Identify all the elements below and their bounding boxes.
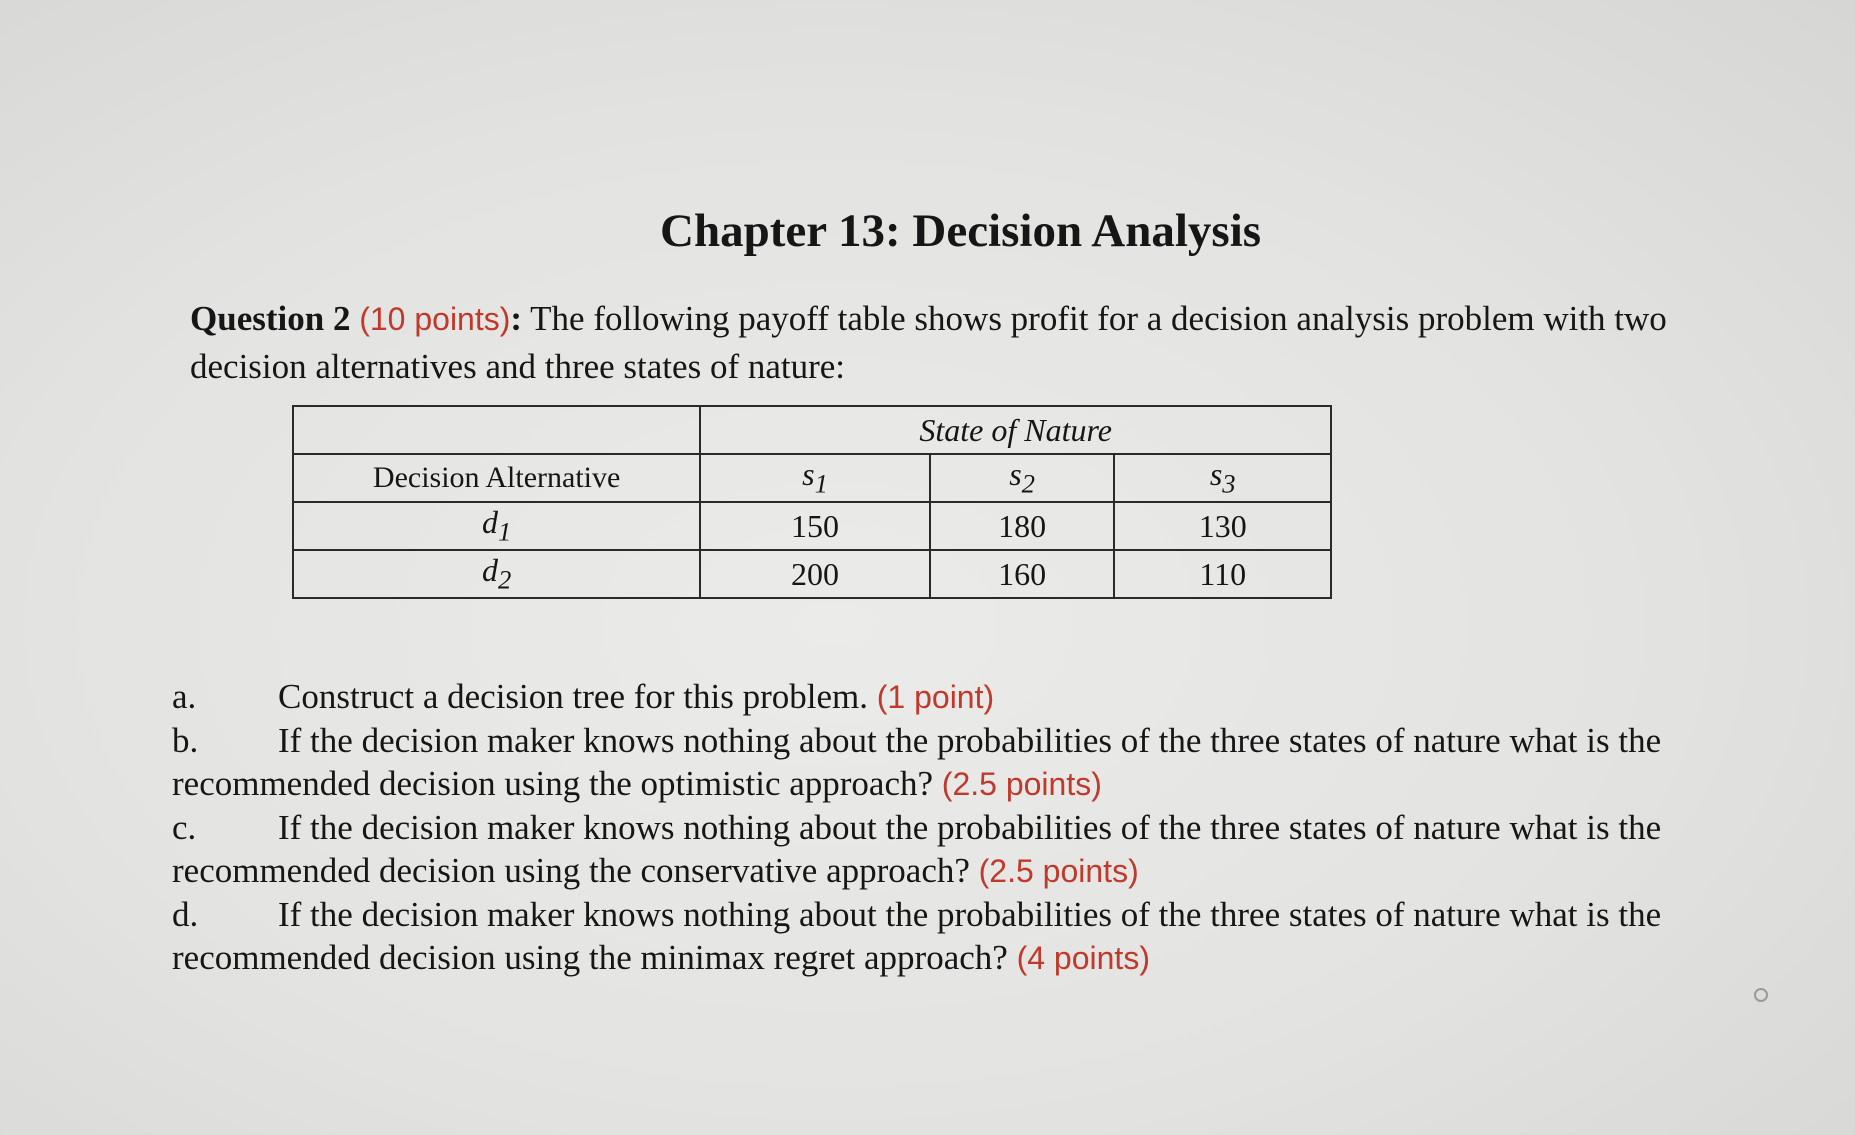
part-points: (2.5 points) bbox=[978, 853, 1139, 889]
payoff-cell: 200 bbox=[700, 550, 930, 598]
chapter-title: Chapter 13: Decision Analysis bbox=[660, 205, 1262, 257]
table-header-row bbox=[293, 406, 1331, 454]
part-letter: d. bbox=[172, 895, 199, 934]
decision-d1: $d_1$ bbox=[293, 502, 700, 550]
part-points: (2.5 points) bbox=[941, 766, 1102, 802]
state-s1: $s_1$ bbox=[700, 454, 930, 502]
payoff-cell: 150 bbox=[700, 502, 930, 550]
question-points: (10 points) bbox=[359, 301, 511, 337]
table-row bbox=[293, 550, 1331, 598]
table-states-row bbox=[293, 454, 1331, 502]
payoff-cell: 160 bbox=[930, 550, 1115, 598]
part-points: (1 point) bbox=[876, 679, 995, 715]
question-colon: : bbox=[510, 299, 523, 338]
part-text: Construct a decision tree for this problem. bbox=[278, 677, 868, 716]
part-d bbox=[172, 893, 1732, 980]
state-s3: $s_3$ bbox=[1114, 454, 1331, 502]
part-text: If the decision maker knows nothing about the probabilities of the three states of nature what is the recommended decision using the minimax regret approach? bbox=[172, 895, 1662, 977]
state-of-nature-header: State of Nature bbox=[700, 406, 1331, 454]
table-row bbox=[293, 502, 1331, 550]
part-letter: a. bbox=[172, 677, 197, 716]
payoff-cell: 180 bbox=[930, 502, 1115, 550]
question-text: The following payoff table shows profit for a decision analysis problem with two decision alternatives and three states of nature: bbox=[190, 299, 1667, 386]
part-b bbox=[172, 719, 1732, 806]
table-corner-cell bbox=[293, 406, 700, 454]
decision-d2: $d_2$ bbox=[293, 550, 700, 598]
part-text: If the decision maker knows nothing about the probabilities of the three states of nature what is the recommended decision using the conservative approach? bbox=[172, 808, 1662, 890]
payoff-cell: 110 bbox=[1114, 550, 1331, 598]
paper-mark-circle bbox=[1754, 988, 1768, 1002]
question-intro bbox=[190, 295, 1750, 391]
payoff-cell: 130 bbox=[1114, 502, 1331, 550]
question-label: Question 2 bbox=[190, 299, 351, 338]
payoff-table bbox=[292, 405, 1332, 599]
part-letter: c. bbox=[172, 808, 197, 847]
decision-alternative-header: Decision Alternative bbox=[293, 454, 700, 502]
state-s2: $s_2$ bbox=[930, 454, 1115, 502]
part-a bbox=[172, 675, 1732, 719]
question-parts bbox=[172, 675, 1732, 980]
part-letter: b. bbox=[172, 721, 199, 760]
part-c bbox=[172, 806, 1732, 893]
part-text: If the decision maker knows nothing about the probabilities of the three states of nature what is the recommended decision using the optimistic approach? bbox=[172, 721, 1662, 803]
part-points: (4 points) bbox=[1016, 940, 1150, 976]
